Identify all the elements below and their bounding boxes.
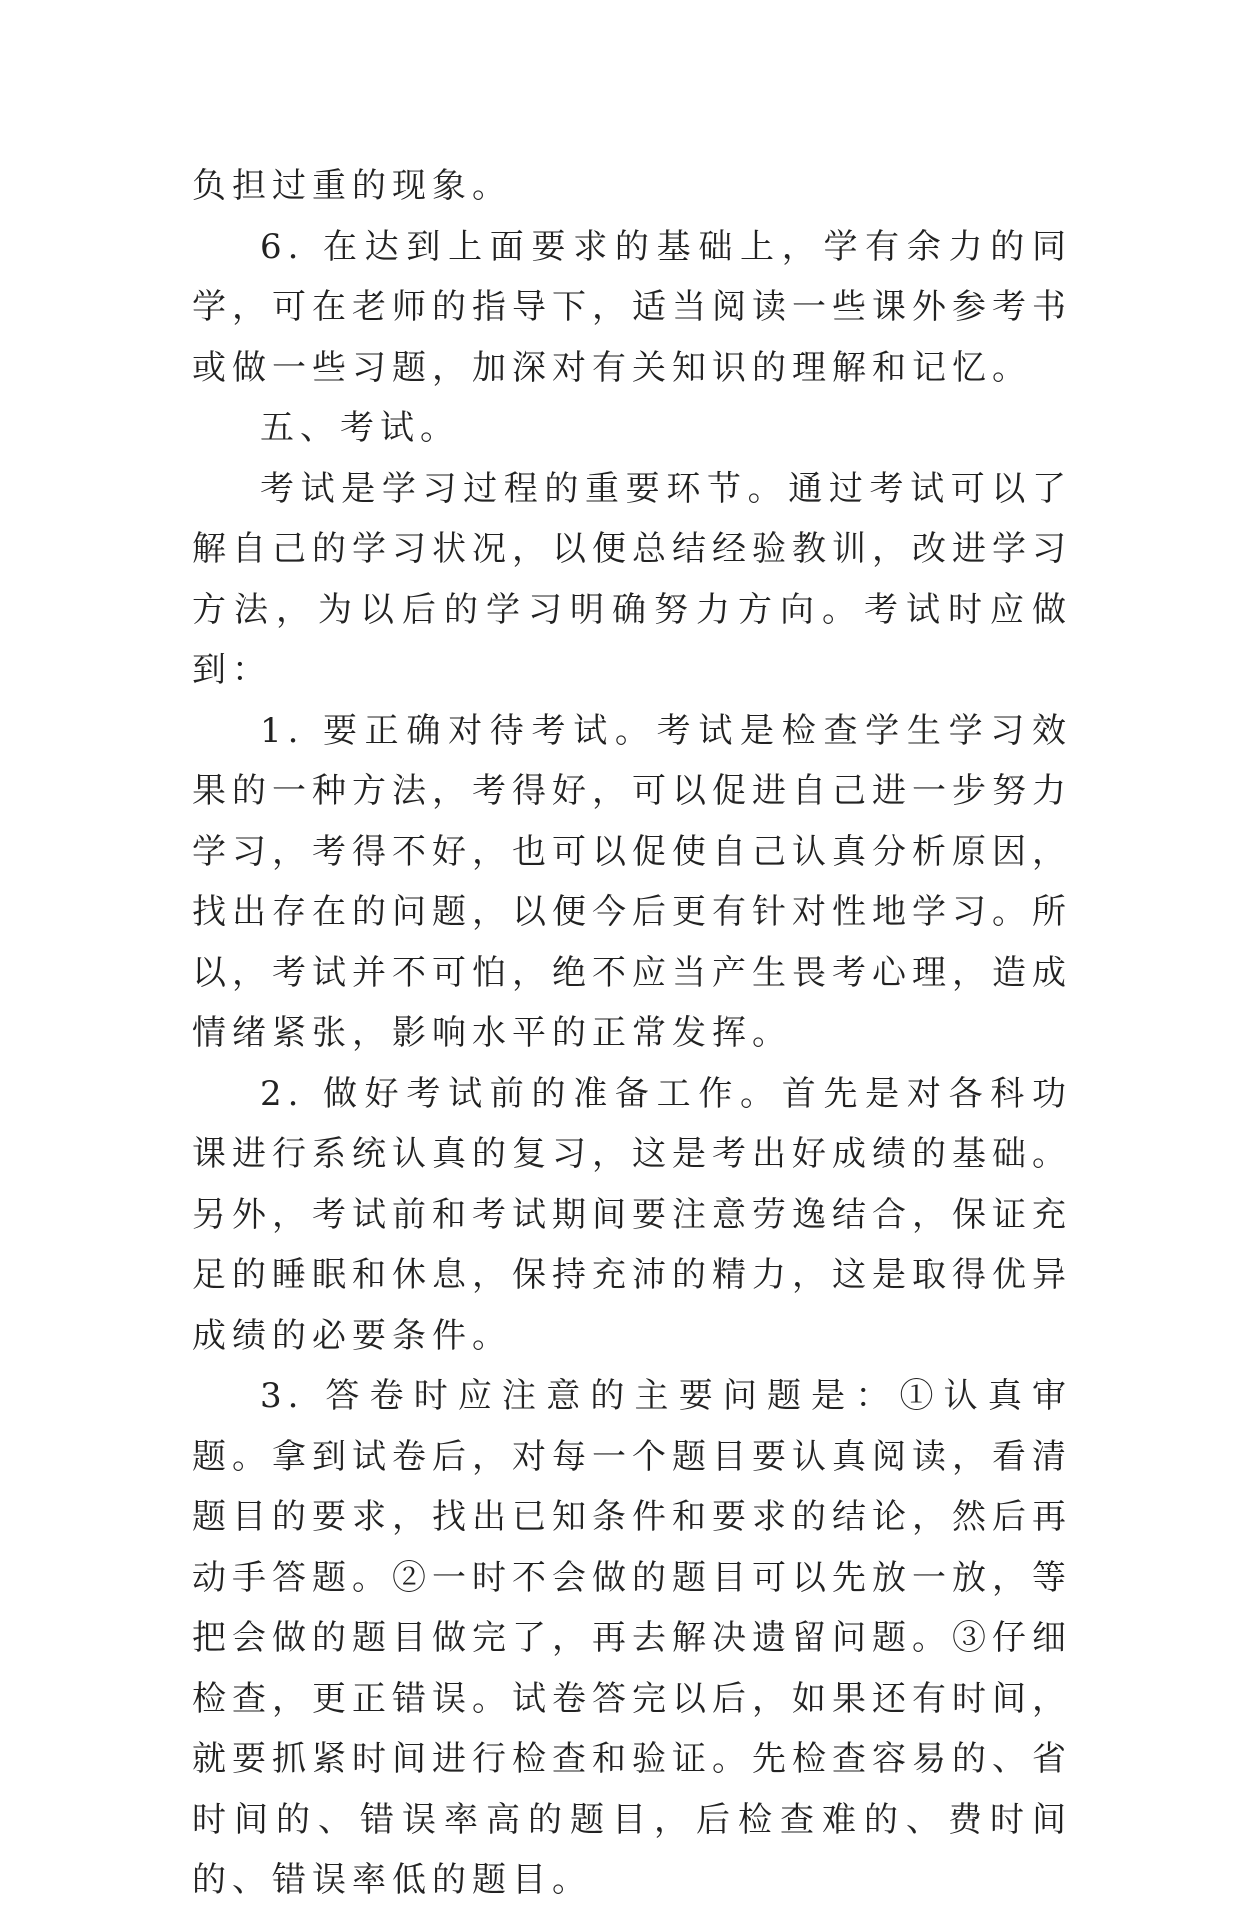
- paragraph-continuation: 负担过重的现象。: [192, 166, 512, 206]
- paragraph-item-6: 6. 在达到上面要求的基础上，学有余力的同学，可在老师的指导下，适当阅读一些课外参考书或做一些习题，加深对有关知识的理解和记忆。: [192, 226, 1072, 388]
- paragraph-exam-item-3: 3. 答卷时应注意的主要问题是：①认真审题。拿到试卷后，对每一个题目要认真阅读，看清题目的要求，找出已知条件和要求的结论，然后再动手答题。②一时不会做的题目可以先放一放，等把会做的题目做完了，再去解决遗留问题。③仔细检查，更正错误。试卷答完以后，如果还有时间，就要抓紧时间进行检查和验证。先检查容易的、省时间的、错误率高的题目，后检查难的、费时间的、错误率低的题目。: [192, 1376, 1072, 1900]
- document-body: [192, 156, 1072, 1911]
- paragraph-exam-intro: 考试是学习过程的重要环节。通过考试可以了解自己的学习状况，以便总结经验教训，改进学习方法，为以后的学习明确努力方向。考试时应做到：: [192, 468, 1072, 690]
- paragraph-exam-item-1: 1. 要正确对待考试。考试是检查学生学习效果的一种方法，考得好，可以促进自己进一步努力学习，考得不好，也可以促使自己认真分析原因，找出存在的问题，以便今后更有针对性地学习。所以，考试并不可怕，绝不应当产生畏考心理，造成情绪紧张，影响水平的正常发挥。: [192, 710, 1072, 1053]
- paragraph-exam-item-2: 2. 做好考试前的准备工作。首先是对各科功课进行系统认真的复习，这是考出好成绩的基础。另外，考试前和考试期间要注意劳逸结合，保证充足的睡眠和休息，保持充沛的精力，这是取得优异成绩的必要条件。: [192, 1073, 1072, 1356]
- section-heading-exam: 五、考试。: [260, 408, 460, 448]
